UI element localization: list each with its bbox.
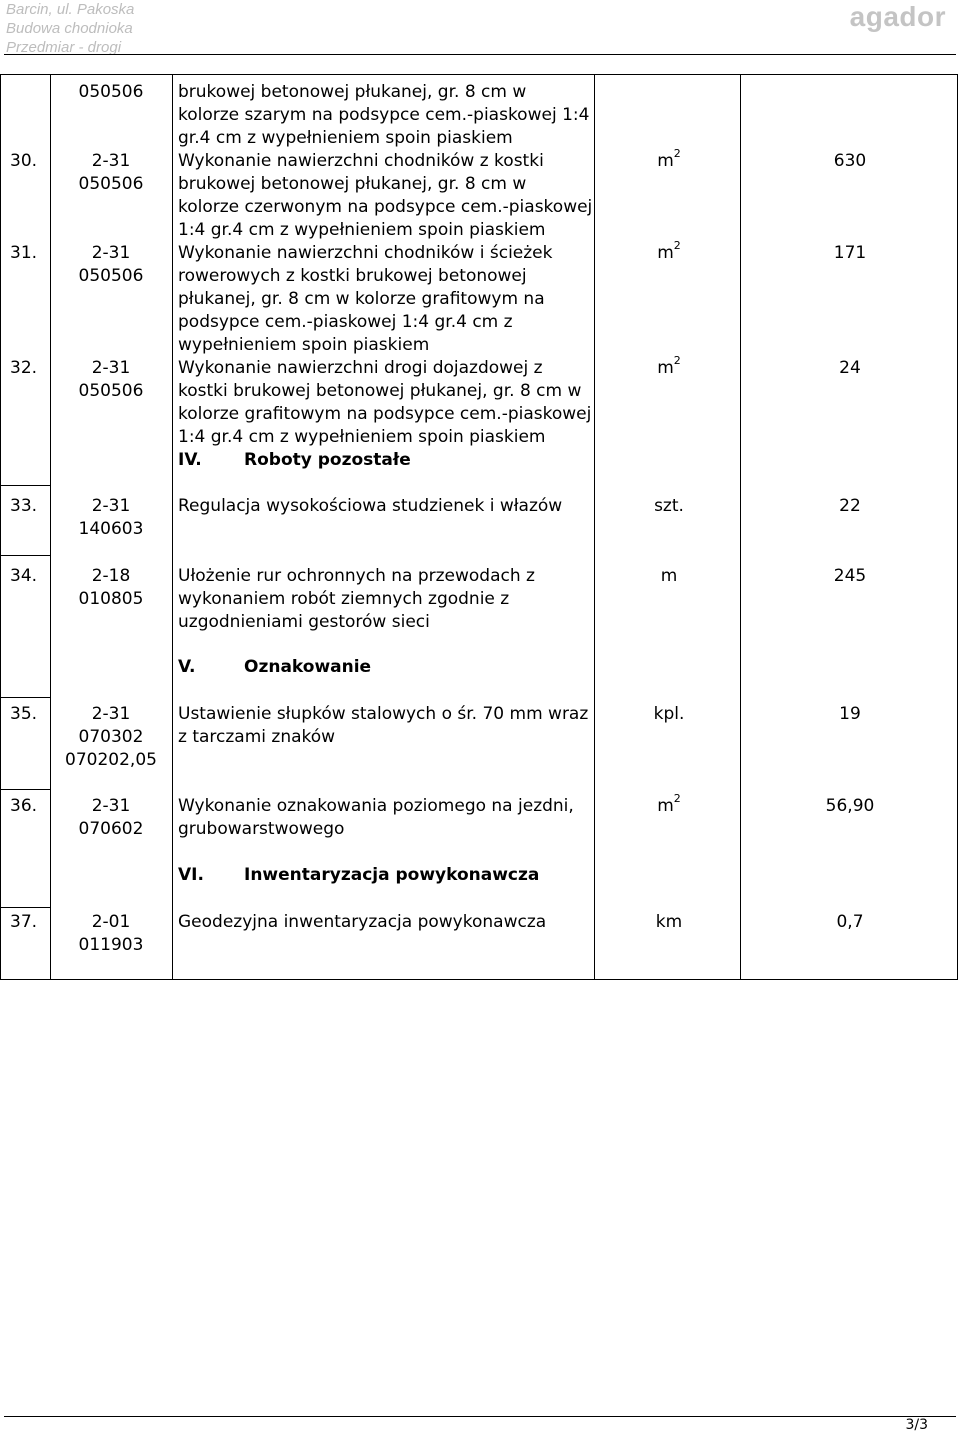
row-desc-line: Wykonanie nawierzchni chodników z kostki xyxy=(178,151,544,171)
row-quantity: 56,90 xyxy=(825,796,875,816)
section-heading: VI. Inwentaryzacja powykonawcza xyxy=(178,865,540,885)
column-rule xyxy=(957,75,958,979)
page-header xyxy=(0,0,960,56)
column-rule xyxy=(0,75,1,979)
page-number: 3/3 xyxy=(905,1417,928,1433)
row-number: 35. xyxy=(10,704,38,724)
row-code: 050506 xyxy=(78,82,144,102)
row-desc-line: Geodezyjna inwentaryzacja powykonawcza xyxy=(178,912,547,932)
row-desc-line: Wykonanie oznakowania poziomego na jezdni, xyxy=(178,796,574,816)
column-rule xyxy=(740,75,741,979)
row-code: 2-18 xyxy=(91,566,131,586)
row-desc-line: wykonaniem robót ziemnych zgodnie z xyxy=(178,589,510,609)
row-code: 010805 xyxy=(78,589,144,609)
row-unit: kpl. xyxy=(653,704,685,724)
column-rule xyxy=(172,75,173,979)
row-unit: m xyxy=(660,566,678,586)
row-code: 2-01 xyxy=(91,912,131,932)
row-code: 2-31 xyxy=(91,496,131,516)
row-desc-line: rowerowych z kostki brukowej betonowej xyxy=(178,266,527,286)
row-code: 140603 xyxy=(78,519,144,539)
row-number: 31. xyxy=(10,243,38,263)
header-line-document: Przedmiar - drogi xyxy=(6,39,122,56)
row-code: 070302 xyxy=(78,727,144,747)
row-desc-line: 1:4 gr.4 cm z wypełnieniem spoin piaskiem xyxy=(178,427,546,447)
row-desc-line: kolorze czerwonym na podsypce cem.-piaskowej xyxy=(178,197,593,217)
header-divider xyxy=(4,54,956,55)
row-code: 011903 xyxy=(78,935,144,955)
column-rule xyxy=(50,75,51,979)
row-desc-line: gr.4 cm z wypełnieniem spoin piaskiem xyxy=(178,128,513,148)
row-rule xyxy=(0,555,50,556)
row-unit: $m^2$ xyxy=(657,239,681,263)
row-rule xyxy=(0,485,50,486)
row-quantity: 245 xyxy=(833,566,867,586)
row-desc-line: uzgodnieniami gestorów sieci xyxy=(178,612,430,632)
company-logo: agador xyxy=(849,1,946,32)
row-number: 34. xyxy=(10,566,38,586)
row-unit: $m^2$ xyxy=(657,792,681,816)
row-code: 050506 xyxy=(78,381,144,401)
row-quantity: 22 xyxy=(839,496,861,516)
header-project-info xyxy=(6,0,134,57)
row-desc-line: 1:4 gr.4 cm z wypełnieniem spoin piaskiem xyxy=(178,220,546,240)
row-code: 050506 xyxy=(78,174,144,194)
row-desc-line: Wykonanie nawierzchni chodników i ścieżek xyxy=(178,243,553,263)
row-rule xyxy=(0,789,50,790)
row-quantity: 19 xyxy=(839,704,861,724)
bill-of-quantities-table xyxy=(0,74,958,980)
row-code: 050506 xyxy=(78,266,144,286)
row-quantity: 0,7 xyxy=(836,912,864,932)
row-desc-line: brukowej betonowej płukanej, gr. 8 cm w xyxy=(178,82,527,102)
footer-divider xyxy=(4,1416,956,1417)
row-desc-line: Regulacja wysokościowa studzienek i włazów xyxy=(178,496,563,516)
row-desc-line: Ustawienie słupków stalowych o śr. 70 mm wraz xyxy=(178,704,589,724)
row-desc-line: z tarczami znaków xyxy=(178,727,336,747)
row-desc-line: kostki brukowej betonowej płukanej, gr. 8 cm w xyxy=(178,381,582,401)
row-quantity: 630 xyxy=(833,151,867,171)
section-heading: IV. Roboty pozostałe xyxy=(178,450,411,470)
row-unit: $m^2$ xyxy=(657,147,681,171)
row-desc-line: Ułożenie rur ochronnych na przewodach z xyxy=(178,566,535,586)
row-desc-line: kolorze grafitowym na podsypce cem.-piaskowej xyxy=(178,404,592,424)
row-number: 33. xyxy=(10,496,38,516)
row-quantity: 171 xyxy=(833,243,867,263)
row-rule xyxy=(0,907,50,908)
header-line-project: Budowa chodnioka xyxy=(6,20,133,37)
row-desc-line: wypełnieniem spoin piaskiem xyxy=(178,335,430,355)
section-heading: V. Oznakowanie xyxy=(178,657,372,677)
row-code: 2-31 xyxy=(91,151,131,171)
row-desc-line: podsypce cem.-piaskowej 1:4 gr.4 cm z xyxy=(178,312,513,332)
row-code: 070602 xyxy=(78,819,144,839)
row-desc-line: płukanej, gr. 8 cm w kolorze grafitowym na xyxy=(178,289,545,309)
row-number: 36. xyxy=(10,796,38,816)
row-desc-line: grubowarstwowego xyxy=(178,819,345,839)
row-number: 30. xyxy=(10,151,38,171)
row-desc-line: brukowej betonowej płukanej, gr. 8 cm w xyxy=(178,174,527,194)
row-unit: szt. xyxy=(654,496,684,516)
row-number: 37. xyxy=(10,912,38,932)
row-code: 2-31 xyxy=(91,704,131,724)
row-unit: km xyxy=(655,912,683,932)
row-desc-line: Wykonanie nawierzchni drogi dojazdowej z xyxy=(178,358,543,378)
row-code: 2-31 xyxy=(91,243,131,263)
row-rule xyxy=(0,697,50,698)
row-code: 2-31 xyxy=(91,796,131,816)
row-desc-line: kolorze szarym na podsypce cem.-piaskowej 1:4 xyxy=(178,105,590,125)
row-code: 070202,05 xyxy=(65,750,157,770)
row-unit: $m^2$ xyxy=(657,354,681,378)
row-number: 32. xyxy=(10,358,38,378)
header-line-location: Barcin, ul. Pakoska xyxy=(6,1,135,18)
row-quantity: 24 xyxy=(839,358,861,378)
row-code: 2-31 xyxy=(91,358,131,378)
